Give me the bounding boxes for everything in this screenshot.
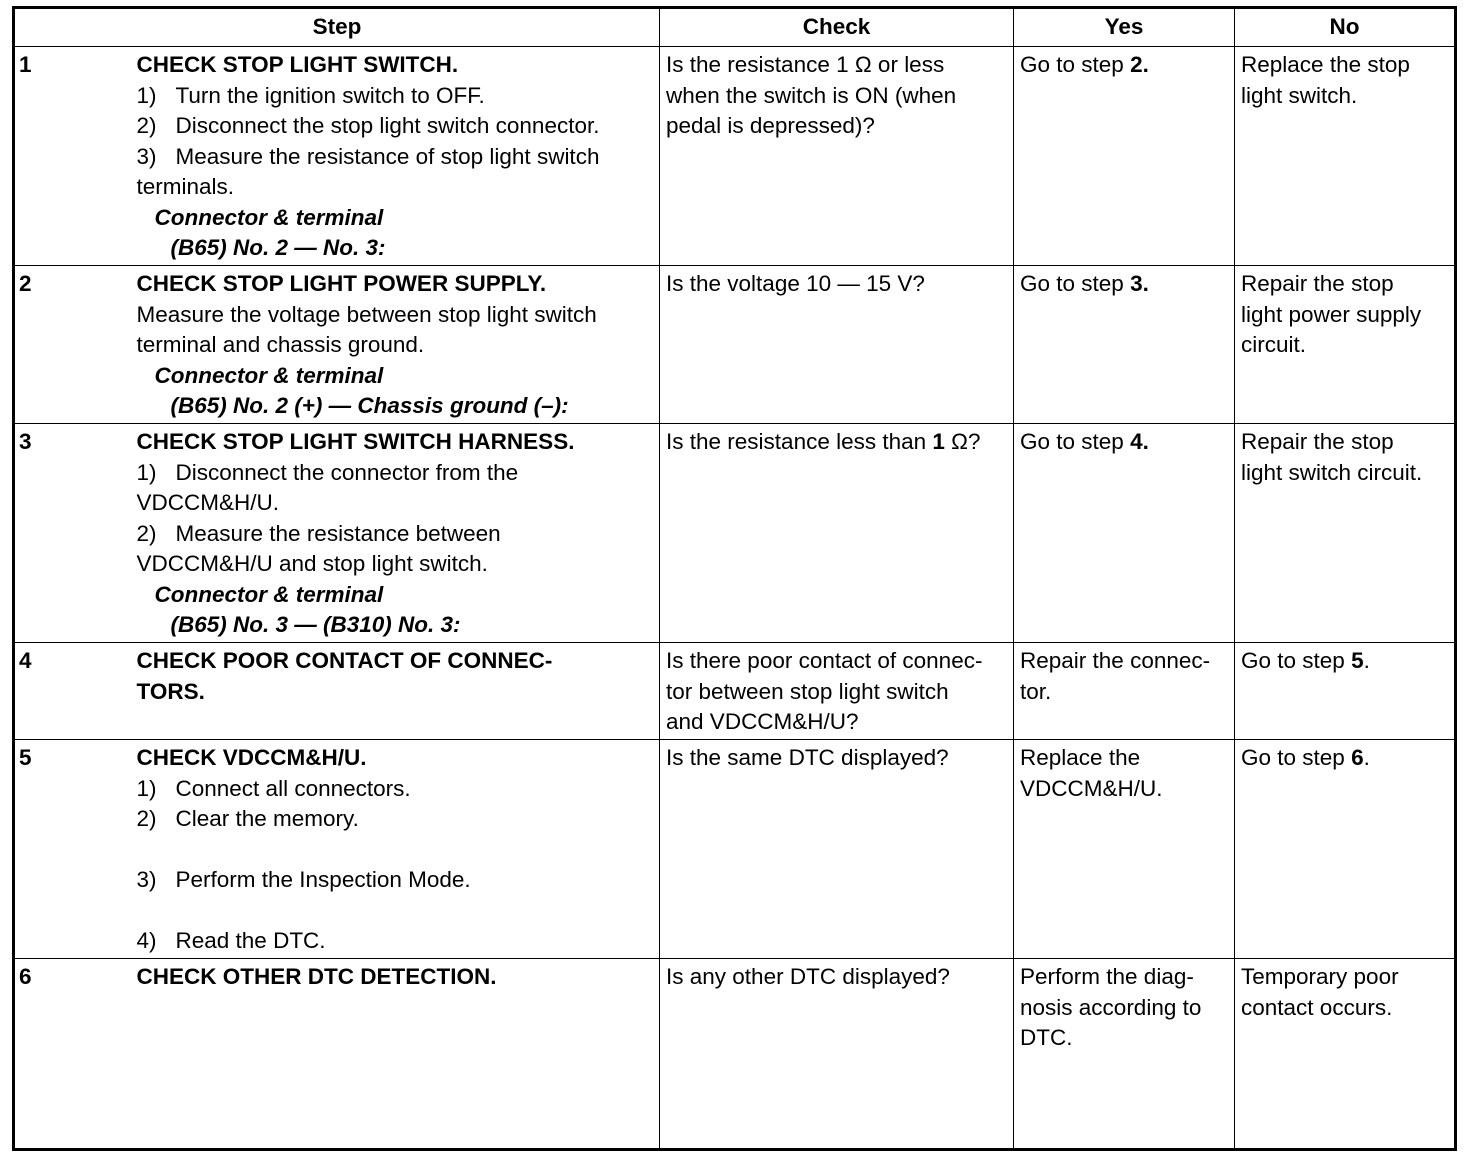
check-cell: Is any other DTC displayed?: [660, 959, 1014, 1150]
table-row: [14, 424, 1456, 643]
procedure-line: 3) Measure the resistance of stop light switch: [136, 143, 600, 169]
procedure-line: 1) Disconnect the connector from the: [136, 459, 519, 485]
step-reference: 6: [1351, 745, 1364, 770]
connector-heading: Connector & terminal: [154, 204, 384, 230]
procedure-line: 1) Connect all connectors.: [136, 775, 411, 801]
no-cell: Temporary poor contact occurs.: [1235, 959, 1456, 1150]
check-cell: Is the resistance less than 1 Ω?: [660, 424, 1014, 643]
table-row: [14, 47, 1456, 266]
step-reference: 4: [1130, 429, 1143, 454]
connector-heading: Connector & terminal: [154, 581, 384, 607]
procedure-line: 4) Read the DTC.: [136, 928, 326, 953]
step-number: 2: [14, 266, 133, 424]
procedure-line: 2) Measure the resistance between: [136, 520, 501, 546]
step-title: CHECK OTHER DTC DETECTION.: [136, 964, 497, 989]
step-title: CHECK VDCCM&H/U.: [136, 745, 367, 770]
procedure-line: 2) Clear the memory.: [136, 806, 359, 831]
diagnostic-table: [12, 6, 1457, 1151]
step-title: CHECK STOP LIGHT SWITCH.: [136, 52, 459, 77]
yes-cell: Repair the connec- tor.: [1014, 643, 1235, 740]
procedure-line: 2) Disconnect the stop light switch connector.: [136, 113, 600, 138]
yes-cell: Go to step 2.: [1014, 47, 1235, 266]
no-cell: Repair the stop light switch circuit.: [1235, 424, 1456, 643]
procedure-line-cont: VDCCM&H/U.: [136, 490, 280, 515]
procedure-line: 3) Perform the Inspection Mode.: [136, 867, 471, 892]
step-reference: 2: [1130, 52, 1143, 77]
connector-value: (B65) No. 2 — No. 3:: [170, 235, 386, 260]
table-row: [14, 266, 1456, 424]
yes-cell: Perform the diag- nosis according to DTC.: [1014, 959, 1235, 1150]
no-cell: Replace the stop light switch.: [1235, 47, 1456, 266]
procedure-line: 1) Turn the ignition switch to OFF.: [136, 82, 485, 108]
step-reference: 5: [1351, 648, 1364, 673]
check-cell: Is the voltage 10 — 15 V?: [660, 266, 1014, 424]
step-description: [133, 47, 660, 266]
table-row: [14, 959, 1456, 1150]
step-reference: 3: [1130, 271, 1143, 296]
step-description: [133, 959, 660, 1150]
header-no: No: [1235, 8, 1456, 47]
step-title-cont: TORS.: [136, 678, 205, 704]
header-step: Step: [14, 8, 660, 47]
connector-value: (B65) No. 2 (+) — Chassis ground (–):: [170, 393, 569, 418]
check-cell: Is there poor contact of connec- tor between stop light switch and VDCCM&H/U?: [660, 643, 1014, 740]
step-title: CHECK POOR CONTACT OF CONNEC-: [136, 648, 553, 673]
step-description: [133, 740, 660, 959]
step-description: [133, 643, 660, 740]
yes-cell: Replace the VDCCM&H/U.: [1014, 740, 1235, 959]
no-cell: Go to step 6.: [1235, 740, 1456, 959]
header-check: Check: [660, 8, 1014, 47]
header-row: [14, 8, 1456, 47]
yes-cell: Go to step 4.: [1014, 424, 1235, 643]
procedure-line-cont: VDCCM&H/U and stop light switch.: [136, 551, 488, 576]
step-number: 6: [14, 959, 133, 1150]
step-title: CHECK STOP LIGHT SWITCH HARNESS.: [136, 429, 575, 454]
procedure-line: Measure the voltage between stop light switch: [136, 301, 597, 327]
table-row: [14, 740, 1456, 959]
step-description: [133, 266, 660, 424]
connector-value: (B65) No. 3 — (B310) No. 3:: [170, 612, 461, 637]
step-description: [133, 424, 660, 643]
no-cell: Go to step 5.: [1235, 643, 1456, 740]
step-number: 4: [14, 643, 133, 740]
check-cell: Is the same DTC displayed?: [660, 740, 1014, 959]
table-row: [14, 643, 1456, 740]
procedure-line: terminal and chassis ground.: [136, 332, 425, 357]
step-number: 1: [14, 47, 133, 266]
connector-heading: Connector & terminal: [154, 362, 384, 388]
step-title: CHECK STOP LIGHT POWER SUPPLY.: [136, 271, 547, 296]
step-number: 5: [14, 740, 133, 959]
no-cell: Repair the stop light power supply circuit.: [1235, 266, 1456, 424]
yes-cell: Go to step 3.: [1014, 266, 1235, 424]
procedure-line-cont: terminals.: [136, 174, 235, 199]
step-number: 3: [14, 424, 133, 643]
check-cell: Is the resistance 1 Ω or less when the switch is ON (when pedal is depressed)?: [660, 47, 1014, 266]
header-yes: Yes: [1014, 8, 1235, 47]
